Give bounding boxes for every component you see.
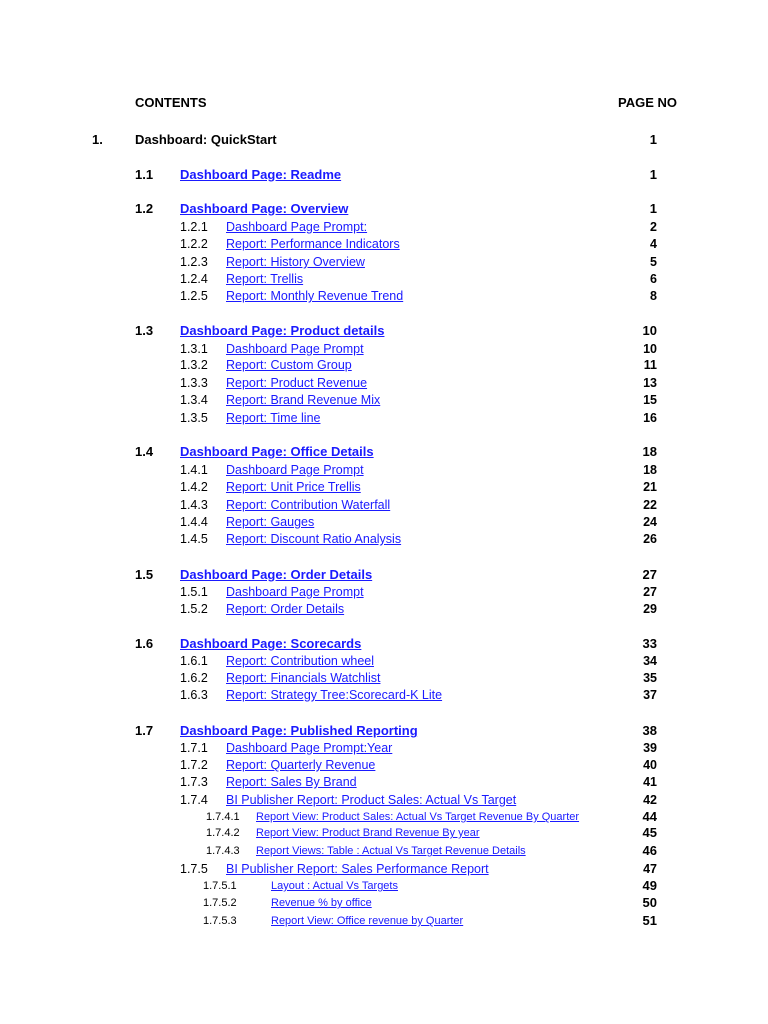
toc-entry-number: 1.3.3: [180, 376, 208, 390]
toc-entry-number: 1.7.5: [180, 862, 208, 876]
page-no-heading: PAGE NO: [618, 95, 677, 110]
toc-entry-page-number: 46: [642, 843, 657, 858]
toc-entry-link[interactable]: Report: Gauges: [226, 515, 315, 529]
toc-entry-page-number: 8: [650, 289, 657, 303]
toc-entry-link[interactable]: Dashboard Page Prompt: [226, 585, 364, 599]
toc-entry-page-number: 18: [642, 444, 657, 459]
toc-entry-number: 1.3.1: [180, 342, 208, 356]
toc-entry-link[interactable]: Report: Product Revenue: [226, 376, 368, 390]
toc-entry-number: 1.2.4: [180, 272, 208, 286]
toc-entry-page-number: 21: [643, 480, 657, 494]
toc-entry-link[interactable]: Dashboard Page: Order Details: [180, 567, 373, 582]
toc-entry[interactable]: [0, 200, 768, 218]
toc-entry-number: 1.2: [135, 201, 154, 216]
toc-entry-number: 1.7.4.2: [206, 827, 240, 839]
toc-entry-page-number: 11: [643, 358, 657, 372]
toc-entry[interactable]: [0, 235, 768, 253]
toc-entry-page-number: 35: [643, 671, 657, 685]
toc-entry[interactable]: [0, 253, 768, 271]
toc-entry[interactable]: [0, 287, 768, 305]
toc-entry[interactable]: [0, 842, 768, 860]
toc-entry-page-number: 45: [642, 825, 657, 840]
toc-entry-number: 1.2.2: [180, 237, 208, 251]
toc-entry-link[interactable]: Report: Time line: [226, 411, 321, 425]
toc-entry-link[interactable]: Dashboard Page Prompt: [226, 342, 364, 356]
toc-entry-number: 1.7: [135, 723, 154, 738]
toc-entry-page-number: 47: [643, 862, 657, 876]
toc-entry-page-number: 27: [642, 567, 657, 582]
toc-entry-page-number: 13: [643, 376, 657, 390]
toc-entry-number: 1.7.2: [180, 758, 208, 772]
toc-entry-number: 1.6.3: [180, 688, 208, 702]
toc-entry-page-number: 16: [643, 411, 657, 425]
toc-entry-link[interactable]: Report: Custom Group: [226, 358, 352, 372]
toc-header: [0, 94, 768, 112]
toc-entry-link[interactable]: Dashboard Page Prompt: [226, 463, 364, 477]
toc-entry-link[interactable]: Report: Brand Revenue Mix: [226, 393, 381, 407]
toc-entry-number: 1.4.4: [180, 515, 208, 529]
toc-entry-page-number: 39: [643, 741, 657, 755]
toc-entry[interactable]: [0, 824, 768, 842]
toc-entry-page-number: 1: [649, 167, 657, 182]
toc-entry-page-number: 29: [643, 602, 657, 616]
toc-entry-page-number: 15: [643, 393, 657, 407]
toc-entry-page-number: 42: [643, 793, 657, 807]
toc-entry[interactable]: [0, 496, 768, 514]
toc-entry[interactable]: [0, 391, 768, 409]
toc-entry-link[interactable]: BI Publisher Report: Sales Performance Report: [226, 862, 489, 876]
toc-entry-page-number: 22: [643, 498, 657, 512]
toc-entry-link[interactable]: Report: Order Details: [226, 602, 345, 616]
toc-entry-page-number: 34: [643, 654, 657, 668]
toc-entry-link[interactable]: Report: Monthly Revenue Trend: [226, 289, 404, 303]
toc-entry-number: 1.7.3: [180, 775, 208, 789]
toc-entry-number: 1.4.2: [180, 480, 208, 494]
toc-entry[interactable]: [0, 566, 768, 584]
toc-entry-number: 1.5.1: [180, 585, 208, 599]
toc-entry[interactable]: [0, 218, 768, 236]
toc-entry-number: 1.7.4: [180, 793, 208, 807]
toc-entry-number: 1.4: [135, 444, 154, 459]
toc-entry-number: 1.2.5: [180, 289, 208, 303]
toc-entry[interactable]: [0, 756, 768, 774]
toc-entry[interactable]: [0, 912, 768, 930]
toc-entry-page-number: 18: [643, 463, 657, 477]
toc-entry-link[interactable]: Report: Unit Price Trellis: [226, 480, 361, 494]
toc-entry-page-number: 1: [649, 132, 657, 147]
contents-heading: CONTENTS: [135, 95, 207, 110]
toc-entry-link[interactable]: Dashboard Page Prompt:Year: [226, 741, 393, 755]
toc-entry-page-number: 27: [643, 585, 657, 599]
toc-entry-page-number: 10: [643, 342, 657, 356]
toc-entry-number: 1.6: [135, 636, 154, 651]
toc-entry[interactable]: [0, 270, 768, 288]
toc-entry-link[interactable]: Report: Contribution wheel: [226, 654, 374, 668]
toc-entry-number: 1.1: [135, 167, 154, 182]
toc-entry-link[interactable]: Report: Discount Ratio Analysis: [226, 532, 402, 546]
toc-entry-link[interactable]: Dashboard Page: Readme: [180, 167, 342, 182]
toc-entry-page-number: 50: [642, 895, 657, 910]
toc-entry-page-number: 41: [643, 775, 657, 789]
toc-entry-link[interactable]: Report: Trellis: [226, 272, 304, 286]
toc-entry-link[interactable]: Dashboard Page: Office Details: [180, 444, 374, 459]
toc-entry-page-number: 38: [642, 723, 657, 738]
toc-entry-number: 1.6.2: [180, 671, 208, 685]
toc-entry[interactable]: [0, 722, 768, 740]
toc-entry-title: Dashboard: QuickStart: [135, 132, 277, 147]
toc-entry-link[interactable]: Dashboard Page: Overview: [180, 201, 349, 216]
toc-entry-page-number: 2: [650, 220, 657, 234]
toc-entry-page-number: 40: [643, 758, 657, 772]
toc-entry[interactable]: [0, 773, 768, 791]
toc-entry-page-number: 33: [642, 636, 657, 651]
toc-entry-page-number: 4: [650, 237, 657, 251]
toc-entry-page-number: 5: [650, 255, 657, 269]
toc-entry-link[interactable]: Report: Performance Indicators: [226, 237, 400, 251]
toc-entry-link[interactable]: Report: Quarterly Revenue: [226, 758, 376, 772]
toc-entry[interactable]: [0, 600, 768, 618]
toc-entry-page-number: 24: [643, 515, 657, 529]
toc-entry-number: 1.5: [135, 567, 154, 582]
toc-entry-page-number: 6: [650, 272, 657, 286]
toc-entry-link[interactable]: Dashboard Page: Scorecards: [180, 636, 362, 651]
toc-entry[interactable]: [0, 166, 768, 184]
toc-entry-number: 1.3: [135, 323, 154, 338]
toc-entry-link[interactable]: Dashboard Page: Product details: [180, 323, 385, 338]
toc-entry-page-number: 44: [642, 809, 657, 824]
toc-entry-link[interactable]: Report: Sales By Brand: [226, 775, 357, 789]
toc-entry-link[interactable]: Layout : Actual Vs Targets: [271, 880, 398, 892]
toc-entry-number: 1.7.4.3: [206, 845, 240, 857]
toc-entry[interactable]: [0, 513, 768, 531]
toc-entry-number: 1.7.5.2: [203, 897, 237, 909]
toc-entry-link[interactable]: Report: Financials Watchlist: [226, 671, 381, 685]
toc-entry-number: 1.7.4.1: [206, 811, 240, 823]
toc-entry[interactable]: [0, 877, 768, 895]
toc-entry-number: 1.3.4: [180, 393, 208, 407]
toc-entry-page-number: 51: [642, 913, 657, 928]
toc-entry-number: 1.3.2: [180, 358, 208, 372]
toc-entry-link[interactable]: Dashboard Page Prompt:: [226, 220, 368, 234]
toc-entry[interactable]: [0, 409, 768, 427]
toc-entry-number: 1.6.1: [180, 654, 208, 668]
toc-entry-link[interactable]: Report: Contribution Waterfall: [226, 498, 391, 512]
toc-entry[interactable]: [0, 461, 768, 479]
toc-entry[interactable]: [0, 356, 768, 374]
toc-entry-page-number: 37: [643, 688, 657, 702]
toc-entry-link[interactable]: Report View: Product Sales: Actual Vs Target Revenue By Quarter: [256, 811, 580, 823]
toc-entry[interactable]: [0, 443, 768, 461]
toc-entry-page-number: 26: [643, 532, 657, 546]
toc-entry-link[interactable]: Revenue % by office: [271, 897, 372, 909]
toc-entry-number: 1.4.3: [180, 498, 208, 512]
toc-entry-link[interactable]: Report: History Overview: [226, 255, 365, 269]
toc-entry-number: 1.7.5.1: [203, 880, 237, 892]
toc-entry-link[interactable]: Report Views: Table : Actual Vs Target Revenue Details: [256, 845, 526, 857]
toc-entry-page-number: 10: [642, 323, 657, 338]
toc-entry-number: 1.2.1: [180, 220, 208, 234]
toc-entry[interactable]: [0, 322, 768, 340]
toc-entry: [0, 131, 768, 149]
toc-entry[interactable]: [0, 791, 768, 809]
toc-entry[interactable]: [0, 635, 768, 653]
toc-entry[interactable]: [0, 583, 768, 601]
toc-entry-number: 1.5.2: [180, 602, 208, 616]
toc-entry-page-number: 1: [649, 201, 657, 216]
toc-entry-number: 1.4.5: [180, 532, 208, 546]
toc-entry[interactable]: [0, 739, 768, 757]
toc-entry-link[interactable]: Report View: Office revenue by Quarter: [271, 915, 464, 927]
toc-entry-link[interactable]: Report View: Product Brand Revenue By year: [256, 827, 480, 839]
toc-entry[interactable]: [0, 669, 768, 687]
toc-entry-number: 1.3.5: [180, 411, 208, 425]
toc-entry-link[interactable]: Dashboard Page: Published Reporting: [180, 723, 418, 738]
toc-entry-number: 1.: [92, 132, 103, 147]
toc-entry-page-number: 49: [642, 878, 657, 893]
toc-entry-link[interactable]: Report: Strategy Tree:Scorecard-K Lite: [226, 688, 443, 702]
toc-entry[interactable]: [0, 894, 768, 912]
toc-entry[interactable]: [0, 686, 768, 704]
toc-entry-number: 1.4.1: [180, 463, 208, 477]
toc-entry[interactable]: [0, 530, 768, 548]
toc-entry[interactable]: [0, 652, 768, 670]
toc-entry[interactable]: [0, 860, 768, 878]
toc-entry-number: 1.7.1: [180, 741, 208, 755]
toc-entry[interactable]: [0, 478, 768, 496]
toc-entry[interactable]: [0, 374, 768, 392]
toc-entry-link[interactable]: BI Publisher Report: Product Sales: Actual Vs Target: [226, 793, 517, 807]
toc-entry-number: 1.2.3: [180, 255, 208, 269]
toc-entry-number: 1.7.5.3: [203, 915, 237, 927]
